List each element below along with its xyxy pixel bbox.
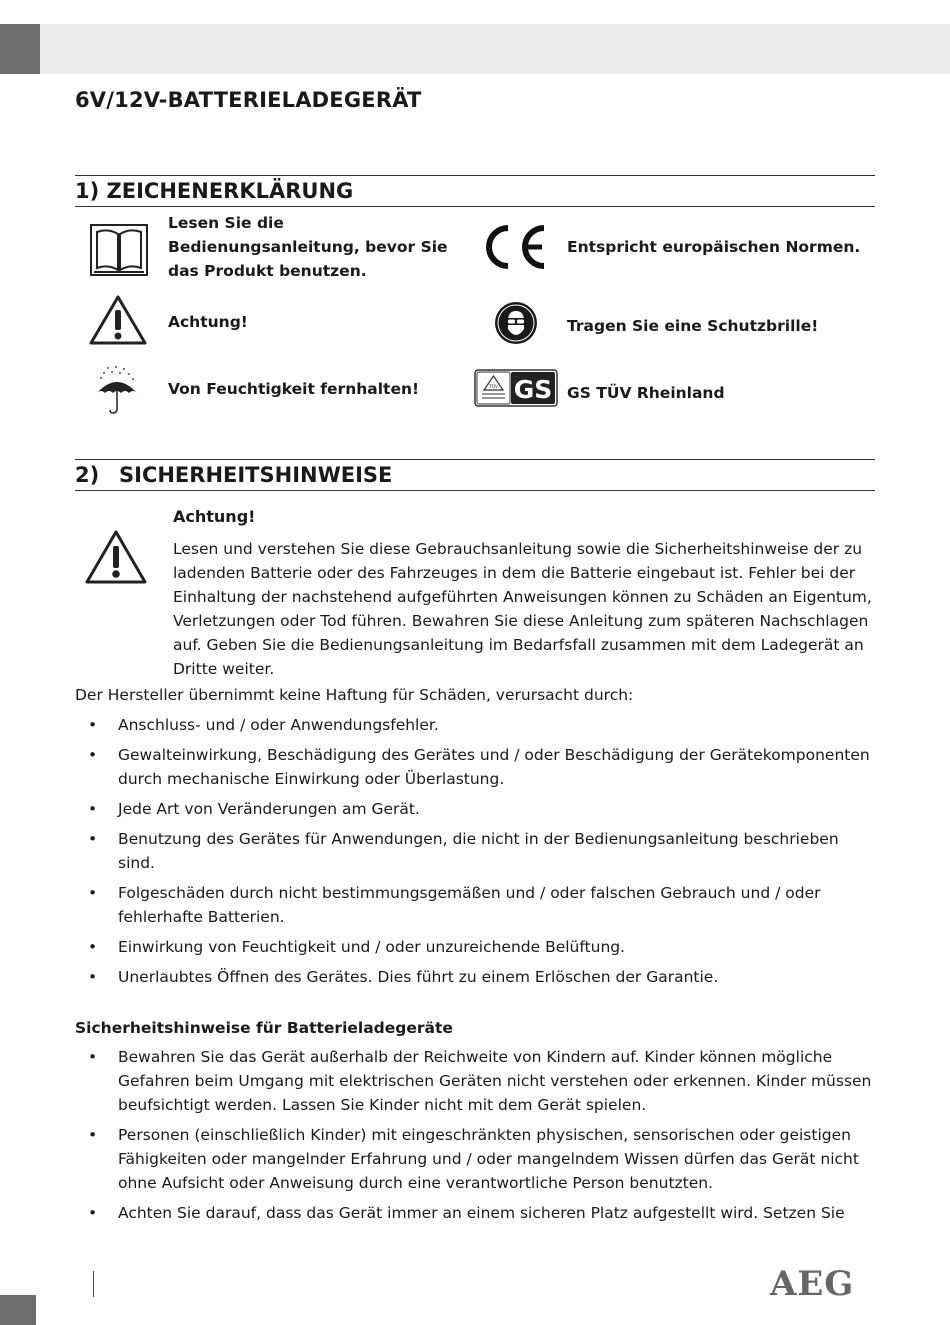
section-heading-symbols bbox=[75, 175, 875, 207]
list-item bbox=[75, 1201, 880, 1225]
list-item bbox=[75, 1045, 880, 1117]
symbol-goggles-text: Tragen Sie eine Schutzbrille! bbox=[567, 317, 819, 335]
bullet: • bbox=[88, 716, 98, 734]
liability-list bbox=[75, 713, 880, 995]
ce-mark-icon bbox=[480, 222, 550, 272]
footer-divider bbox=[93, 1271, 94, 1297]
symbol-gs-text: GS TÜV Rheinland bbox=[567, 384, 725, 402]
warning-title: Achtung! bbox=[173, 507, 256, 526]
list-item-text: Bewahren Sie das Gerät außerhalb der Reichweite von Kindern auf. Kinder können mögliche Gefahren beim Umgang mit elektrischen Geräten nicht verstehen oder erkennen. Kinder müssen beufsichtigt werden. Lassen Sie Kinder nicht mit dem Gerät spielen. bbox=[118, 1048, 872, 1114]
header-band bbox=[0, 24, 950, 74]
bullet: • bbox=[88, 1048, 98, 1066]
bullet: • bbox=[88, 746, 98, 764]
list-item bbox=[75, 935, 880, 959]
footer-tab-marker bbox=[0, 1295, 36, 1325]
list-item-text: Gewalteinwirkung, Beschädigung des Gerätes und / oder Beschädigung der Gerätekomponenten durch mechanische Einwirkung oder Überlastung. bbox=[118, 746, 870, 788]
document-title: 6V/12V-BATTERIELADEGERÄT bbox=[75, 88, 422, 112]
list-item-text: Einwirkung von Feuchtigkeit und / oder unzureichende Belüftung. bbox=[118, 938, 626, 956]
symbol-moisture-text: Von Feuchtigkeit fernhalten! bbox=[168, 380, 420, 398]
liability-intro: Der Hersteller übernimmt keine Haftung für Schäden, verursacht durch: bbox=[75, 686, 634, 704]
bullet: • bbox=[88, 800, 98, 818]
section-title: 1) ZEICHENERKLÄRUNG bbox=[75, 179, 354, 203]
list-item-text: Achten Sie darauf, dass das Gerät immer an einem sicheren Platz aufgestellt wird. Setzen Sie bbox=[118, 1204, 845, 1222]
warning-block bbox=[173, 505, 873, 681]
gs-logo-text: GS bbox=[513, 375, 553, 404]
list-item-text: Anschluss- und / oder Anwendungsfehler. bbox=[118, 716, 439, 734]
section-number: 2) bbox=[75, 463, 100, 487]
symbol-ce-text: Entspricht europäischen Normen. bbox=[567, 238, 861, 256]
safety-goggles-icon bbox=[494, 301, 538, 345]
header-tab-marker bbox=[0, 24, 40, 74]
list-item bbox=[75, 713, 880, 737]
list-item bbox=[75, 797, 880, 821]
list-item bbox=[75, 743, 880, 791]
bullet: • bbox=[88, 968, 98, 986]
list-item bbox=[75, 965, 880, 989]
safety-list bbox=[75, 1045, 880, 1231]
bullet: • bbox=[88, 938, 98, 956]
list-item bbox=[75, 827, 880, 875]
gs-tuv-logo-icon bbox=[474, 369, 558, 407]
subsection-heading: Sicherheitshinweise für Batterieladegeräte bbox=[75, 1019, 453, 1037]
tuv-logo-text: TÜV bbox=[488, 385, 499, 390]
section-title-text: SICHERHEITSHINWEISE bbox=[119, 463, 393, 487]
list-item bbox=[75, 1123, 880, 1195]
bullet: • bbox=[88, 884, 98, 902]
symbol-warning-text: Achtung! bbox=[168, 313, 248, 331]
manual-book-icon bbox=[90, 224, 148, 276]
bullet: • bbox=[88, 1204, 98, 1222]
list-item-text: Personen (einschließlich Kinder) mit eingeschränkten physischen, sensorischen oder geistigen Fähigkeiten oder mangelnder Erfahrung und / oder mangelndem Wissen dürfen das Gerät nicht ohne Aufsicht oder Anweisung durch eine verantwortliche Person benutzten. bbox=[118, 1126, 859, 1192]
list-item-text: Benutzung des Gerätes für Anwendungen, die nicht in der Bedienungsanleitung beschrieben sind. bbox=[118, 830, 839, 872]
list-item-text: Unerlaubtes Öffnen des Gerätes. Dies führt zu einem Erlöschen der Garantie. bbox=[118, 968, 719, 986]
section-heading-safety bbox=[75, 459, 875, 491]
bullet: • bbox=[88, 830, 98, 848]
warning-text: Lesen und verstehen Sie diese Gebrauchsanleitung sowie die Sicherheitshinweise der zu ladenden Batterie oder des Fahrzeuges in dem die Batterie eingebaut ist. Fehler bei der Einhaltung der nachstehend aufgeführten Anweisungen können zu Schäden an Eigentum, Verletzungen oder Tod führen. Bewahren Sie diese Anleitung zum späteren Nachschlagen auf. Geben Sie die Bedienungsanleitung im Bedarfsfall zusammen mit dem Ladegerät an Dritte weiter. bbox=[173, 540, 872, 678]
symbol-manual-text: Lesen Sie die Bedienungsanleitung, bevor Sie das Produkt benutzen. bbox=[168, 214, 448, 280]
list-item-text: Jede Art von Veränderungen am Gerät. bbox=[118, 800, 420, 818]
bullet: • bbox=[88, 1126, 98, 1144]
list-item bbox=[75, 881, 880, 929]
list-item-text: Folgeschäden durch nicht bestimmungsgemäßen und / oder falschen Gebrauch und / oder fehlerhafte Batterien. bbox=[118, 884, 821, 926]
warning-triangle-icon bbox=[84, 529, 148, 585]
section-title bbox=[75, 460, 875, 490]
umbrella-moisture-icon bbox=[96, 365, 138, 415]
warning-triangle-icon bbox=[88, 294, 148, 346]
aeg-brand-logo: AEG bbox=[770, 1264, 855, 1304]
